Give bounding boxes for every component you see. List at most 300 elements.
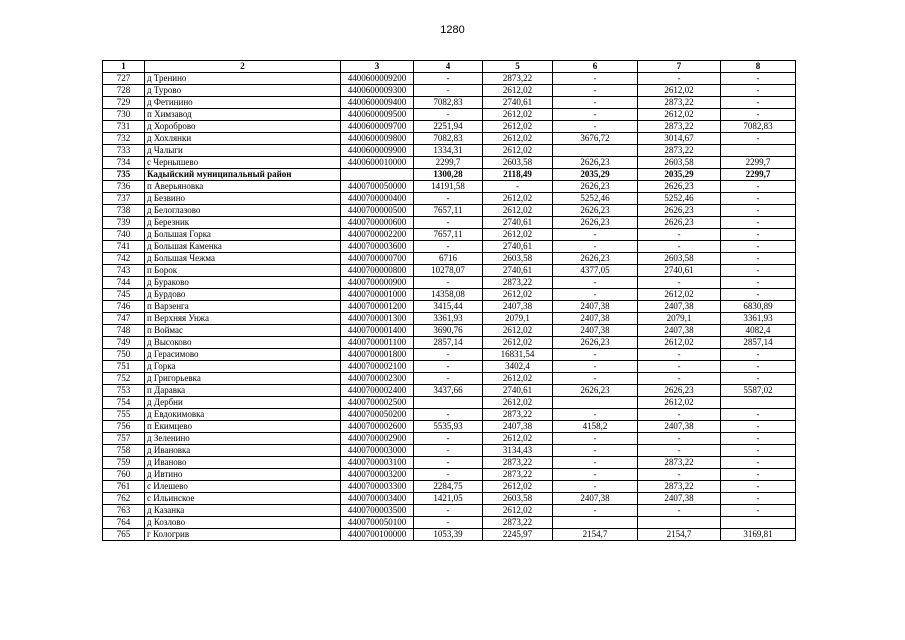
value-cell: - — [638, 73, 721, 85]
value-cell: 3014,67 — [638, 133, 721, 145]
code-cell: 4400700000900 — [341, 277, 414, 289]
table-row — [103, 205, 796, 217]
code-cell: 4400600009500 — [341, 109, 414, 121]
code-cell: 4400700050000 — [341, 181, 414, 193]
value-cell: 7082,83 — [721, 121, 796, 133]
value-cell: 6716 — [414, 253, 483, 265]
settlement-name-cell: д Большая Каменка — [145, 241, 341, 253]
value-cell: 2251,94 — [414, 121, 483, 133]
value-cell: 2612,02 — [483, 289, 553, 301]
value-cell: 10278,07 — [414, 265, 483, 277]
settlement-name-cell: п Аверьяновка — [145, 181, 341, 193]
code-cell: 4400700050200 — [341, 409, 414, 421]
value-cell: 2612,02 — [638, 337, 721, 349]
value-cell: 2873,22 — [638, 481, 721, 493]
value-cell — [553, 517, 638, 529]
value-cell: 2612,02 — [638, 85, 721, 97]
code-cell: 4400700003200 — [341, 469, 414, 481]
row-number-cell: 757 — [103, 433, 145, 445]
column-header: 5 — [483, 61, 553, 73]
settlement-name-cell: с Илешево — [145, 481, 341, 493]
value-cell: 2740,61 — [483, 97, 553, 109]
table-row — [103, 469, 796, 481]
value-cell: 3361,93 — [721, 313, 796, 325]
value-cell: - — [553, 85, 638, 97]
code-cell: 4400700000700 — [341, 253, 414, 265]
value-cell: 5535,93 — [414, 421, 483, 433]
value-cell: - — [414, 445, 483, 457]
value-cell: - — [721, 217, 796, 229]
settlement-name-cell: д Дербни — [145, 397, 341, 409]
row-number-cell: 758 — [103, 445, 145, 457]
value-cell: 2603,58 — [638, 253, 721, 265]
value-cell: 2407,38 — [638, 493, 721, 505]
code-cell: 4400700003400 — [341, 493, 414, 505]
value-cell: - — [553, 97, 638, 109]
row-number-cell: 760 — [103, 469, 145, 481]
value-cell: - — [414, 505, 483, 517]
value-cell: 2626,23 — [638, 181, 721, 193]
value-cell: - — [721, 481, 796, 493]
settlement-name-cell: д Белоглазово — [145, 205, 341, 217]
row-number-cell: 749 — [103, 337, 145, 349]
settlement-name-cell: п Борок — [145, 265, 341, 277]
table-row — [103, 133, 796, 145]
code-cell: 4400700002300 — [341, 373, 414, 385]
settlement-name-cell: Кадыйский муниципальный район — [145, 169, 341, 181]
value-cell: 2740,61 — [483, 265, 553, 277]
value-cell — [721, 397, 796, 409]
value-cell: - — [721, 373, 796, 385]
code-cell: 4400700003300 — [341, 481, 414, 493]
row-number-cell: 729 — [103, 97, 145, 109]
table-row — [103, 289, 796, 301]
value-cell: - — [721, 493, 796, 505]
value-cell: 2612,02 — [483, 193, 553, 205]
row-number-cell: 759 — [103, 457, 145, 469]
value-cell: - — [638, 361, 721, 373]
value-cell: - — [414, 409, 483, 421]
settlement-name-cell: д Хохлянки — [145, 133, 341, 145]
value-cell: - — [553, 277, 638, 289]
value-cell: - — [638, 277, 721, 289]
settlement-name-cell: п Верхняя Унжа — [145, 313, 341, 325]
value-cell: - — [553, 457, 638, 469]
row-number-cell: 733 — [103, 145, 145, 157]
code-cell: 4400700050100 — [341, 517, 414, 529]
value-cell: 3437,66 — [414, 385, 483, 397]
value-cell: 2154,7 — [638, 529, 721, 541]
row-number-cell: 731 — [103, 121, 145, 133]
code-cell — [341, 169, 414, 181]
row-number-cell: 737 — [103, 193, 145, 205]
value-cell: - — [553, 349, 638, 361]
page-number: 1280 — [440, 24, 465, 36]
settlement-name-cell: д Чалыги — [145, 145, 341, 157]
value-cell: 2873,22 — [638, 145, 721, 157]
value-cell: 2299,7 — [414, 157, 483, 169]
table-row — [103, 397, 796, 409]
column-header: 6 — [553, 61, 638, 73]
settlement-name-cell: д Евдокимовка — [145, 409, 341, 421]
value-cell: 14191,58 — [414, 181, 483, 193]
value-cell: 1300,28 — [414, 169, 483, 181]
table-row — [103, 193, 796, 205]
value-cell: 2612,02 — [483, 205, 553, 217]
code-cell: 4400700001800 — [341, 349, 414, 361]
code-cell: 4400700002900 — [341, 433, 414, 445]
value-cell: - — [721, 289, 796, 301]
value-cell: 2740,61 — [483, 385, 553, 397]
code-cell: 4400700002100 — [341, 361, 414, 373]
table-row — [103, 373, 796, 385]
table-row — [103, 481, 796, 493]
code-cell: 4400700002600 — [341, 421, 414, 433]
column-header: 4 — [414, 61, 483, 73]
code-cell: 4400700003600 — [341, 241, 414, 253]
value-cell: 2740,61 — [483, 217, 553, 229]
settlement-name-cell: г Кологрив — [145, 529, 341, 541]
value-cell: 2873,22 — [483, 517, 553, 529]
value-cell: 2407,38 — [638, 301, 721, 313]
value-cell: 2612,02 — [483, 133, 553, 145]
value-cell: 3415,44 — [414, 301, 483, 313]
code-cell: 4400600009400 — [341, 97, 414, 109]
value-cell: 2407,38 — [483, 421, 553, 433]
value-cell: 2612,02 — [638, 289, 721, 301]
value-cell: 2612,02 — [483, 145, 553, 157]
settlement-name-cell: д Бурдово — [145, 289, 341, 301]
row-number-cell: 727 — [103, 73, 145, 85]
value-cell: 5252,46 — [638, 193, 721, 205]
value-cell: 3361,93 — [414, 313, 483, 325]
row-number-cell: 732 — [103, 133, 145, 145]
column-header: 1 — [103, 61, 145, 73]
row-number-cell: 756 — [103, 421, 145, 433]
value-cell: 3690,76 — [414, 325, 483, 337]
settlement-name-cell: п Химзавод — [145, 109, 341, 121]
value-cell: - — [721, 97, 796, 109]
code-cell: 4400700001400 — [341, 325, 414, 337]
settlement-name-cell: с Ильинское — [145, 493, 341, 505]
value-cell: - — [638, 469, 721, 481]
code-cell: 4400700001100 — [341, 337, 414, 349]
value-cell: - — [721, 265, 796, 277]
value-cell: - — [414, 277, 483, 289]
value-cell: 7082,83 — [414, 97, 483, 109]
value-cell: 2612,02 — [638, 397, 721, 409]
value-cell: 4377,05 — [553, 265, 638, 277]
value-cell: - — [721, 433, 796, 445]
table-row — [103, 121, 796, 133]
table-row — [103, 109, 796, 121]
value-cell: 2245,97 — [483, 529, 553, 541]
value-cell: 4082,4 — [721, 325, 796, 337]
value-cell: 5587,02 — [721, 385, 796, 397]
value-cell: 2612,02 — [483, 109, 553, 121]
value-cell: 2407,38 — [483, 301, 553, 313]
value-cell: - — [721, 133, 796, 145]
value-cell: 3169,81 — [721, 529, 796, 541]
table-row — [103, 445, 796, 457]
settlement-name-cell: д Ивановка — [145, 445, 341, 457]
value-cell: - — [553, 109, 638, 121]
table-row — [103, 385, 796, 397]
table-row — [103, 181, 796, 193]
value-cell: - — [721, 241, 796, 253]
value-cell: 7082,83 — [414, 133, 483, 145]
code-cell: 4400600009900 — [341, 145, 414, 157]
row-number-cell: 764 — [103, 517, 145, 529]
value-cell: 2612,02 — [483, 337, 553, 349]
value-cell: 2740,61 — [638, 265, 721, 277]
value-cell: 2407,38 — [553, 325, 638, 337]
value-cell: - — [721, 505, 796, 517]
row-number-cell: 734 — [103, 157, 145, 169]
value-cell: 2407,38 — [553, 493, 638, 505]
value-cell: 2603,58 — [483, 157, 553, 169]
value-cell: 2299,7 — [721, 169, 796, 181]
value-cell: 5252,46 — [553, 193, 638, 205]
table-row — [103, 241, 796, 253]
value-cell: 2873,22 — [483, 409, 553, 421]
row-number-cell: 741 — [103, 241, 145, 253]
row-number-cell: 752 — [103, 373, 145, 385]
value-cell: 2603,58 — [483, 253, 553, 265]
row-number-cell: 736 — [103, 181, 145, 193]
value-cell: 2626,23 — [553, 385, 638, 397]
value-cell: 2873,22 — [638, 121, 721, 133]
table-row — [103, 73, 796, 85]
value-cell: 6830,89 — [721, 301, 796, 313]
value-cell: - — [638, 241, 721, 253]
code-cell: 4400700001300 — [341, 313, 414, 325]
value-cell: - — [414, 193, 483, 205]
value-cell: 7657,11 — [414, 205, 483, 217]
value-cell: - — [553, 505, 638, 517]
code-cell: 4400600010000 — [341, 157, 414, 169]
row-number-cell: 744 — [103, 277, 145, 289]
settlement-name-cell: д Березник — [145, 217, 341, 229]
row-number-cell: 753 — [103, 385, 145, 397]
value-cell: 2873,22 — [638, 97, 721, 109]
value-cell: 2857,14 — [721, 337, 796, 349]
table-row — [103, 517, 796, 529]
value-cell: 1053,39 — [414, 529, 483, 541]
value-cell — [721, 517, 796, 529]
value-cell: - — [553, 445, 638, 457]
value-cell: 2626,23 — [553, 205, 638, 217]
value-cell: 2612,02 — [483, 373, 553, 385]
settlement-name-cell: д Герасимово — [145, 349, 341, 361]
table-row — [103, 421, 796, 433]
value-cell: 2612,02 — [483, 229, 553, 241]
value-cell: 2857,14 — [414, 337, 483, 349]
code-cell: 4400700000800 — [341, 265, 414, 277]
value-cell: - — [721, 421, 796, 433]
value-cell: 2407,38 — [638, 325, 721, 337]
value-cell: - — [721, 457, 796, 469]
value-cell: 2603,58 — [638, 157, 721, 169]
value-cell: 3676,72 — [553, 133, 638, 145]
value-cell: - — [638, 229, 721, 241]
value-cell: - — [721, 193, 796, 205]
settlement-name-cell: п Варзенга — [145, 301, 341, 313]
code-cell: 4400600009700 — [341, 121, 414, 133]
value-cell: 1334,31 — [414, 145, 483, 157]
value-cell: 2612,02 — [483, 481, 553, 493]
value-cell: - — [414, 373, 483, 385]
row-number-cell: 755 — [103, 409, 145, 421]
row-number-cell: 743 — [103, 265, 145, 277]
value-cell: 2079,1 — [638, 313, 721, 325]
value-cell — [414, 397, 483, 409]
value-cell: - — [553, 73, 638, 85]
code-cell: 4400700003100 — [341, 457, 414, 469]
value-cell: - — [553, 229, 638, 241]
value-cell: - — [414, 349, 483, 361]
table-row — [103, 85, 796, 97]
code-cell: 4400700100000 — [341, 529, 414, 541]
table-row — [103, 97, 796, 109]
table-row — [103, 301, 796, 313]
row-number-cell: 763 — [103, 505, 145, 517]
table-row — [103, 313, 796, 325]
row-number-cell: 738 — [103, 205, 145, 217]
settlement-name-cell: д Фетинино — [145, 97, 341, 109]
value-cell: 2626,23 — [553, 217, 638, 229]
table-row — [103, 145, 796, 157]
value-cell — [721, 145, 796, 157]
code-cell: 4400700001200 — [341, 301, 414, 313]
value-cell: 2612,02 — [483, 433, 553, 445]
value-cell: 2118,49 — [483, 169, 553, 181]
value-cell: 2299,7 — [721, 157, 796, 169]
value-cell: - — [721, 109, 796, 121]
row-number-cell: 742 — [103, 253, 145, 265]
value-cell: - — [553, 289, 638, 301]
value-cell: 2612,02 — [483, 85, 553, 97]
value-cell: 2873,22 — [638, 457, 721, 469]
code-cell: 4400600009200 — [341, 73, 414, 85]
code-cell: 4400700003000 — [341, 445, 414, 457]
value-cell: 3402,4 — [483, 361, 553, 373]
value-cell: - — [553, 241, 638, 253]
column-header: 7 — [638, 61, 721, 73]
value-cell: - — [721, 469, 796, 481]
settlement-name-cell: д Иваново — [145, 457, 341, 469]
settlement-name-cell: п Екимцево — [145, 421, 341, 433]
row-number-cell: 730 — [103, 109, 145, 121]
row-number-cell: 745 — [103, 289, 145, 301]
table-row — [103, 265, 796, 277]
value-cell: - — [414, 241, 483, 253]
value-cell: - — [638, 409, 721, 421]
value-cell: - — [553, 361, 638, 373]
value-cell: - — [414, 217, 483, 229]
row-number-cell: 750 — [103, 349, 145, 361]
value-cell: 7657,11 — [414, 229, 483, 241]
table-row — [103, 337, 796, 349]
value-cell: - — [638, 433, 721, 445]
value-cell: 2626,23 — [553, 253, 638, 265]
value-cell: - — [414, 517, 483, 529]
value-cell: 14358,08 — [414, 289, 483, 301]
table-row — [103, 349, 796, 361]
settlement-name-cell: д Ивтино — [145, 469, 341, 481]
value-cell: 2626,23 — [553, 181, 638, 193]
row-number-cell: 735 — [103, 169, 145, 181]
value-cell: 2612,02 — [483, 397, 553, 409]
row-number-cell: 740 — [103, 229, 145, 241]
code-cell: 4400600009300 — [341, 85, 414, 97]
code-cell: 4400700002400 — [341, 385, 414, 397]
code-cell: 4400700002500 — [341, 397, 414, 409]
table-row — [103, 157, 796, 169]
value-cell: 2873,22 — [483, 73, 553, 85]
settlement-name-cell: д Козлово — [145, 517, 341, 529]
value-cell: - — [638, 349, 721, 361]
column-header: 2 — [145, 61, 341, 73]
value-cell: - — [414, 361, 483, 373]
value-cell: 4158,2 — [553, 421, 638, 433]
value-cell: - — [414, 109, 483, 121]
value-cell: 2626,23 — [553, 157, 638, 169]
value-cell: - — [721, 85, 796, 97]
value-cell: - — [414, 85, 483, 97]
value-cell: - — [553, 469, 638, 481]
value-cell: - — [553, 481, 638, 493]
value-cell: 2612,02 — [483, 505, 553, 517]
code-cell: 4400700003500 — [341, 505, 414, 517]
value-cell: 3134,43 — [483, 445, 553, 457]
value-cell: - — [553, 409, 638, 421]
code-cell: 4400700000600 — [341, 217, 414, 229]
value-cell: 2873,22 — [483, 457, 553, 469]
table-row — [103, 325, 796, 337]
value-cell: 2284,75 — [414, 481, 483, 493]
value-cell: 2626,23 — [638, 385, 721, 397]
table-row — [103, 229, 796, 241]
table-header-row — [103, 61, 796, 73]
value-cell: 2407,38 — [553, 313, 638, 325]
value-cell: 2873,22 — [483, 469, 553, 481]
settlement-name-cell: д Безвино — [145, 193, 341, 205]
column-header: 3 — [341, 61, 414, 73]
table-row — [103, 253, 796, 265]
value-cell: - — [721, 229, 796, 241]
value-cell — [638, 517, 721, 529]
value-cell — [553, 145, 638, 157]
row-number-cell: 761 — [103, 481, 145, 493]
settlement-name-cell: с Чернышево — [145, 157, 341, 169]
value-cell: - — [553, 433, 638, 445]
value-cell — [553, 397, 638, 409]
value-cell: 2407,38 — [638, 421, 721, 433]
row-number-cell: 747 — [103, 313, 145, 325]
settlement-name-cell: д Большая Чежма — [145, 253, 341, 265]
value-cell: - — [638, 373, 721, 385]
value-cell: - — [638, 505, 721, 517]
value-cell: 2079,1 — [483, 313, 553, 325]
value-cell: 1421,05 — [414, 493, 483, 505]
value-cell: - — [721, 361, 796, 373]
code-cell: 4400600009800 — [341, 133, 414, 145]
value-cell: - — [553, 373, 638, 385]
table-row — [103, 457, 796, 469]
code-cell: 4400700000400 — [341, 193, 414, 205]
value-cell: - — [721, 445, 796, 457]
